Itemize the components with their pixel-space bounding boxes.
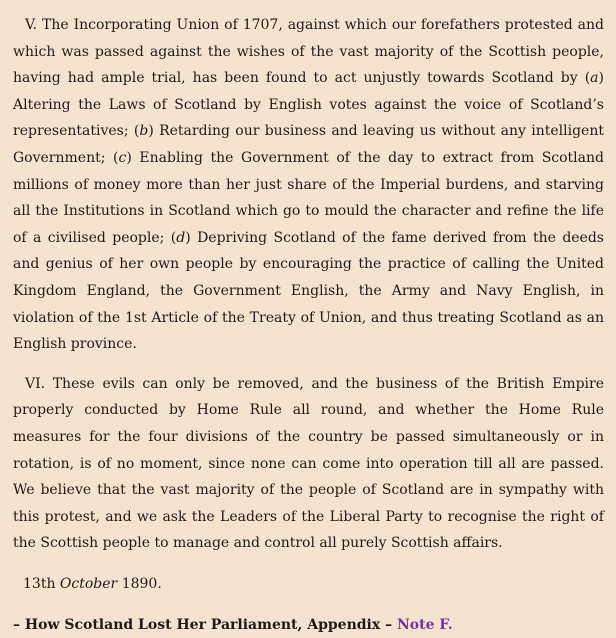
paragraph-text: VI. These evils can only be removed, and the business of the British Empire properly conducted by Home Rule all round, and whether the Home Rule measures for the four divisions of the country be passed simultaneously or in rotation, is of no moment, since none can come into operation till all are passed. We believe that the vast majority of the people of Scotland are in sympathy with this protest, and we ask the Leaders of the Liberal Party to recognise the right of the Scottish people to manage and control all purely Scottish affairs. [13,375,604,552]
clause-letter: d [176,229,186,246]
paragraph-v [13,12,604,358]
paragraph-vi [13,371,604,557]
date-year: 1890. [121,575,162,592]
date-line [23,571,604,597]
date-day: 13th [23,575,56,592]
note-f-link[interactable]: Note F. [396,616,453,633]
paragraph-text: ) Altering the Laws of Scotland by English votes against the voice of Scotland’s representatives; ( [13,70,604,140]
source-citation [13,612,604,638]
clause-letter: b [139,123,149,140]
date-month: October [59,575,118,592]
paragraph-text: V. The Incorporating Union of 1707, against which our forefathers protested and which was passed against the wishes of the vast majority of the Scottish people, having had ample trial, has been found to act unjustly towards Scotland by ( [13,17,604,87]
source-title: – How Scotland Lost Her Parliament, Appendix – [13,616,397,633]
paragraph-text: ) Retarding our business and leaving us without any intelligent Government; ( [13,123,604,166]
clause-letter: c [118,149,127,166]
paragraph-text: ) Depriving Scotland of the fame derived from the deeds and genius of her own people by encouraging the practice of calling the United Kingdom England, the Government English, the Army and Navy English, in violation of the 1st Article of the Treaty of Union, and thus treating Scotland as an English province. [13,229,604,353]
paragraph-text: ) Enabling the Government of the day to extract from Scotland millions of money more than her just share of the Imperial burdens, and starving all the Institutions in Scotland which go to mould the character and refine the life of a civilised people; ( [13,149,604,246]
clause-letter: a [590,70,599,87]
